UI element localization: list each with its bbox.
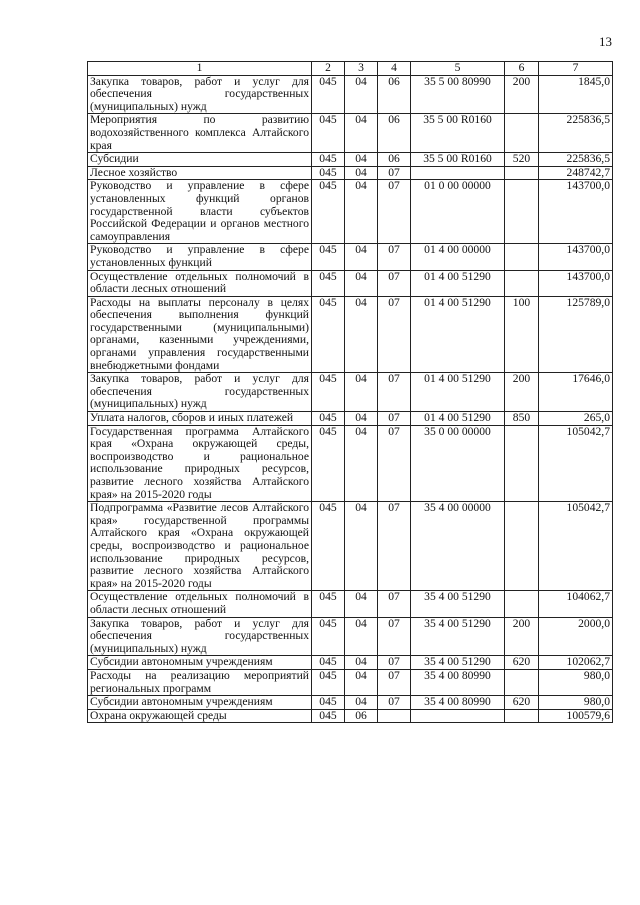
row-description: Расходы на выплаты персоналу в целях обеспечения выполнения функций государственными (муниципальными) органами, казенными учреждениями, органами управления государственными внебюджетными фондами	[88, 296, 312, 373]
ministry-code: 045	[312, 617, 345, 656]
section-code: 04	[345, 591, 378, 617]
target-article-code: 35 5 00 R0160	[411, 153, 505, 167]
expense-type-code	[505, 502, 539, 591]
expense-type-code	[505, 669, 539, 695]
row-description: Расходы на реализацию мероприятий региональных программ	[88, 669, 312, 695]
amount: 265,0	[539, 412, 613, 426]
column-header: 2	[312, 62, 345, 76]
subsection-code: 07	[378, 180, 411, 244]
expense-type-code	[505, 591, 539, 617]
expense-type-code	[505, 244, 539, 270]
ministry-code: 045	[312, 153, 345, 167]
amount: 125789,0	[539, 296, 613, 373]
expense-type-code: 620	[505, 696, 539, 710]
ministry-code: 045	[312, 656, 345, 670]
column-header: 7	[539, 62, 613, 76]
expense-type-code	[505, 180, 539, 244]
amount: 225836,5	[539, 153, 613, 167]
ministry-code: 045	[312, 166, 345, 180]
table-row	[88, 425, 613, 502]
target-article-code: 35 4 00 80990	[411, 669, 505, 695]
target-article-code: 01 4 00 51290	[411, 296, 505, 373]
target-article-code: 01 4 00 51290	[411, 373, 505, 412]
amount: 102062,7	[539, 656, 613, 670]
row-description: Субсидии автономным учреждениям	[88, 656, 312, 670]
column-header: 1	[88, 62, 312, 76]
amount: 980,0	[539, 669, 613, 695]
ministry-code: 045	[312, 373, 345, 412]
section-code: 04	[345, 502, 378, 591]
row-description: Мероприятия по развитию водохозяйственного комплекса Алтайского края	[88, 114, 312, 153]
subsection-code: 07	[378, 296, 411, 373]
expense-type-code: 200	[505, 75, 539, 114]
section-code: 04	[345, 617, 378, 656]
column-header: 4	[378, 62, 411, 76]
table-row	[88, 709, 613, 723]
target-article-code	[411, 166, 505, 180]
target-article-code: 35 0 00 00000	[411, 425, 505, 502]
table-row	[88, 296, 613, 373]
target-article-code: 01 4 00 51290	[411, 270, 505, 296]
subsection-code: 06	[378, 75, 411, 114]
row-description: Уплата налогов, сборов и иных платежей	[88, 412, 312, 426]
table-row	[88, 591, 613, 617]
row-description: Осуществление отдельных полномочий в области лесных отношений	[88, 591, 312, 617]
amount: 104062,7	[539, 591, 613, 617]
target-article-code: 35 4 00 51290	[411, 591, 505, 617]
budget-table	[87, 61, 613, 723]
ministry-code: 045	[312, 502, 345, 591]
section-code: 04	[345, 114, 378, 153]
row-description: Лесное хозяйство	[88, 166, 312, 180]
amount: 105042,7	[539, 425, 613, 502]
amount: 1845,0	[539, 75, 613, 114]
column-header: 3	[345, 62, 378, 76]
subsection-code: 06	[378, 153, 411, 167]
section-code: 04	[345, 296, 378, 373]
row-description: Закупка товаров, работ и услуг для обеспечения государственных (муниципальных) нужд	[88, 373, 312, 412]
amount: 100579,6	[539, 709, 613, 723]
row-description: Закупка товаров, работ и услуг для обеспечения государственных (муниципальных) нужд	[88, 75, 312, 114]
target-article-code: 35 5 00 R0160	[411, 114, 505, 153]
amount: 143700,0	[539, 270, 613, 296]
subsection-code: 07	[378, 425, 411, 502]
section-code: 04	[345, 166, 378, 180]
target-article-code	[411, 709, 505, 723]
target-article-code: 35 5 00 80990	[411, 75, 505, 114]
target-article-code: 35 4 00 51290	[411, 656, 505, 670]
subsection-code: 07	[378, 656, 411, 670]
section-code: 04	[345, 412, 378, 426]
row-description: Руководство и управление в сфере установленных функций органов государственной власти субъектов Российской Федерации и органов местного самоуправления	[88, 180, 312, 244]
table-row	[88, 412, 613, 426]
section-code: 04	[345, 696, 378, 710]
column-header: 5	[411, 62, 505, 76]
table-row	[88, 153, 613, 167]
row-description: Государственная программа Алтайского края «Охрана окружающей среды, воспроизводство и рациональное использование природных ресурсов, развитие лесного хозяйства Алтайского края» на 2015-2020 годы	[88, 425, 312, 502]
section-code: 04	[345, 656, 378, 670]
ministry-code: 045	[312, 669, 345, 695]
amount: 105042,7	[539, 502, 613, 591]
subsection-code: 07	[378, 270, 411, 296]
expense-type-code: 620	[505, 656, 539, 670]
row-description: Субсидии автономным учреждениям	[88, 696, 312, 710]
ministry-code: 045	[312, 244, 345, 270]
ministry-code: 045	[312, 425, 345, 502]
section-code: 06	[345, 709, 378, 723]
expense-type-code: 520	[505, 153, 539, 167]
ministry-code: 045	[312, 75, 345, 114]
section-code: 04	[345, 180, 378, 244]
subsection-code	[378, 709, 411, 723]
table-row	[88, 696, 613, 710]
target-article-code: 35 4 00 51290	[411, 617, 505, 656]
section-code: 04	[345, 425, 378, 502]
subsection-code: 07	[378, 412, 411, 426]
section-code: 04	[345, 270, 378, 296]
table-row	[88, 75, 613, 114]
row-description: Руководство и управление в сфере установленных функций	[88, 244, 312, 270]
expense-type-code	[505, 166, 539, 180]
ministry-code: 045	[312, 591, 345, 617]
amount: 2000,0	[539, 617, 613, 656]
ministry-code: 045	[312, 709, 345, 723]
ministry-code: 045	[312, 696, 345, 710]
section-code: 04	[345, 153, 378, 167]
section-code: 04	[345, 669, 378, 695]
expense-type-code	[505, 709, 539, 723]
section-code: 04	[345, 244, 378, 270]
ministry-code: 045	[312, 296, 345, 373]
amount: 143700,0	[539, 180, 613, 244]
table-row	[88, 656, 613, 670]
target-article-code: 01 4 00 00000	[411, 244, 505, 270]
expense-type-code: 850	[505, 412, 539, 426]
expense-type-code	[505, 270, 539, 296]
table-header-row	[88, 62, 613, 76]
subsection-code: 07	[378, 617, 411, 656]
target-article-code: 35 4 00 80990	[411, 696, 505, 710]
expense-type-code	[505, 425, 539, 502]
subsection-code: 07	[378, 591, 411, 617]
table-row	[88, 244, 613, 270]
table-row	[88, 373, 613, 412]
target-article-code: 01 0 00 00000	[411, 180, 505, 244]
section-code: 04	[345, 75, 378, 114]
amount: 248742,7	[539, 166, 613, 180]
section-code: 04	[345, 373, 378, 412]
table-row	[88, 617, 613, 656]
subsection-code: 07	[378, 669, 411, 695]
ministry-code: 045	[312, 180, 345, 244]
ministry-code: 045	[312, 114, 345, 153]
amount: 225836,5	[539, 114, 613, 153]
subsection-code: 07	[378, 373, 411, 412]
target-article-code: 01 4 00 51290	[411, 412, 505, 426]
amount: 980,0	[539, 696, 613, 710]
amount: 143700,0	[539, 244, 613, 270]
subsection-code: 07	[378, 502, 411, 591]
row-description: Осуществление отдельных полномочий в области лесных отношений	[88, 270, 312, 296]
table-row	[88, 114, 613, 153]
ministry-code: 045	[312, 270, 345, 296]
row-description: Закупка товаров, работ и услуг для обеспечения государственных (муниципальных) нужд	[88, 617, 312, 656]
subsection-code: 06	[378, 114, 411, 153]
row-description: Охрана окружающей среды	[88, 709, 312, 723]
expense-type-code	[505, 114, 539, 153]
target-article-code: 35 4 00 00000	[411, 502, 505, 591]
table-row	[88, 669, 613, 695]
table-row	[88, 270, 613, 296]
column-header: 6	[505, 62, 539, 76]
subsection-code: 07	[378, 166, 411, 180]
expense-type-code: 200	[505, 617, 539, 656]
table-row	[88, 166, 613, 180]
row-description: Подпрограмма «Развитие лесов Алтайского края» государственной программы Алтайского края «Охрана окружающей среды, воспроизводство и рациональное использование природных ресурсов, развитие лесного хозяйства Алтайского края» на 2015-2020 годы	[88, 502, 312, 591]
table-row	[88, 180, 613, 244]
table-row	[88, 502, 613, 591]
row-description: Субсидии	[88, 153, 312, 167]
expense-type-code: 200	[505, 373, 539, 412]
amount: 17646,0	[539, 373, 613, 412]
expense-type-code: 100	[505, 296, 539, 373]
ministry-code: 045	[312, 412, 345, 426]
page-number: 13	[599, 34, 612, 49]
subsection-code: 07	[378, 244, 411, 270]
subsection-code: 07	[378, 696, 411, 710]
